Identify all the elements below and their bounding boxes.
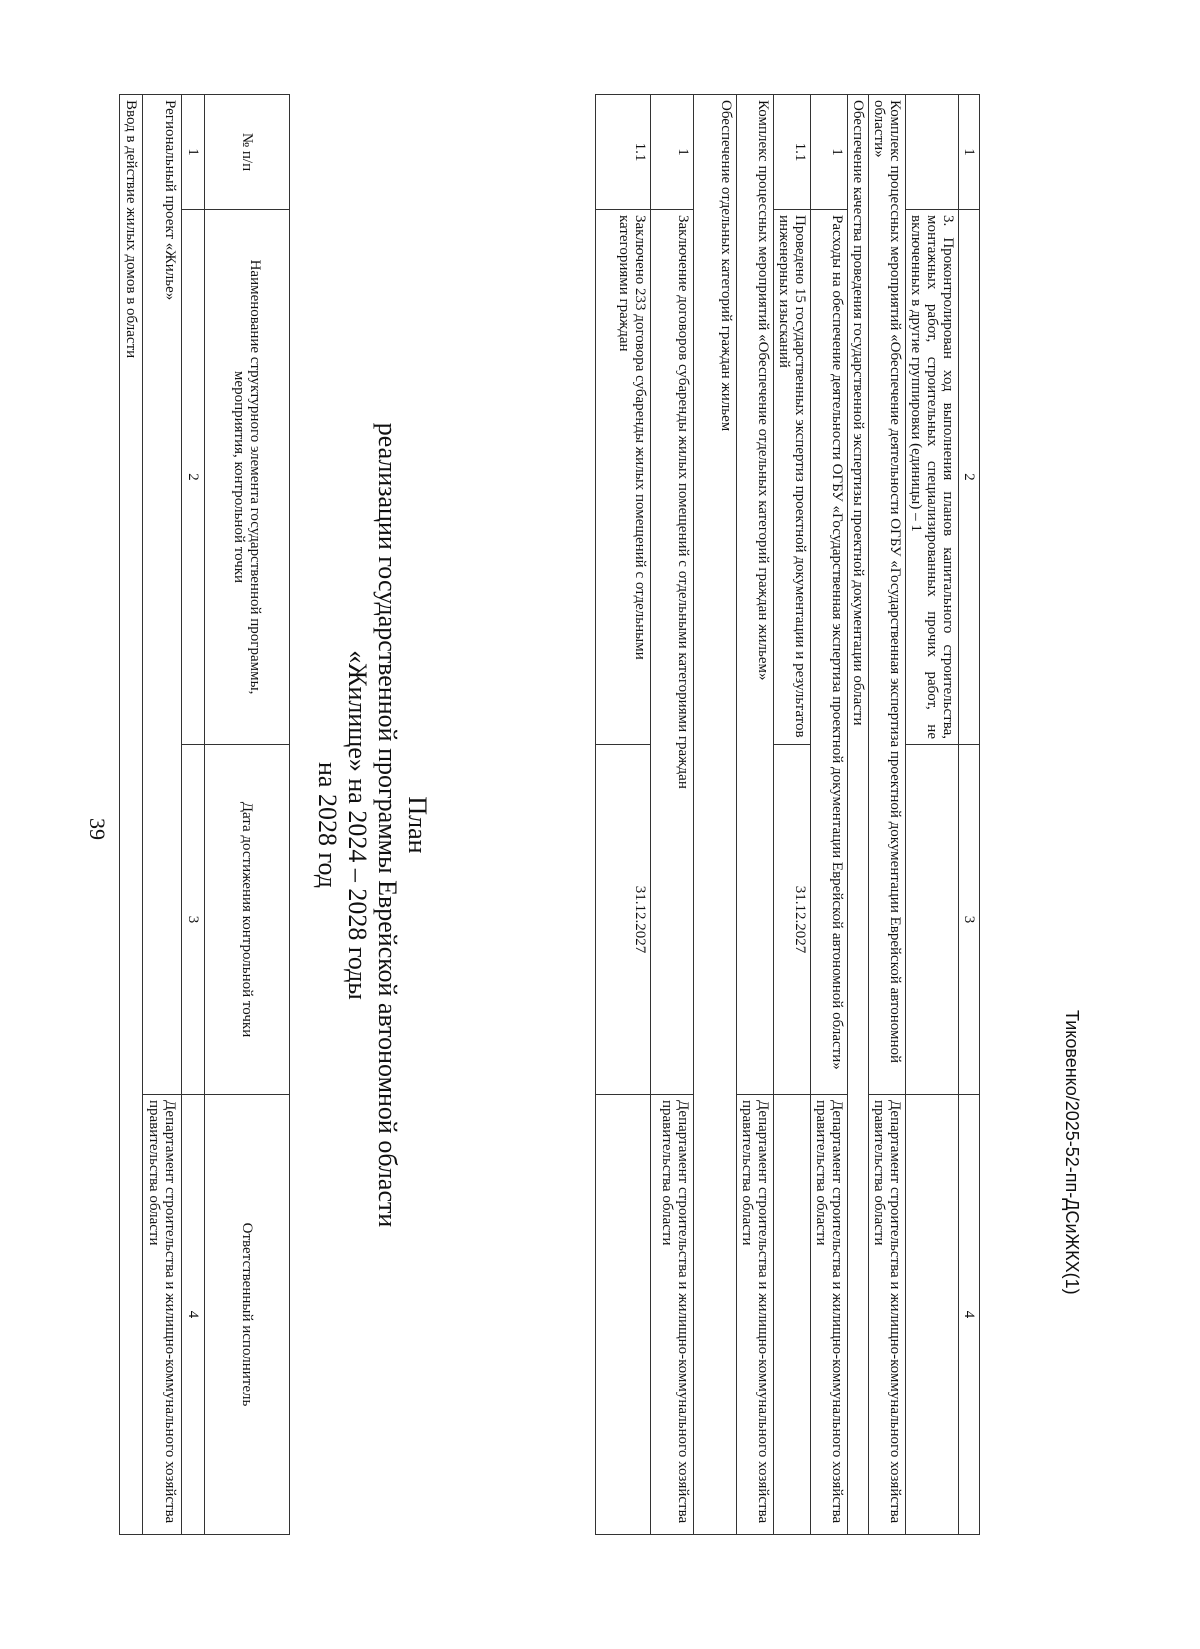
column-number: 1 xyxy=(959,95,980,210)
responsible-executor: Департамент строительства и жилищно-коммунального хозяйства правительства области xyxy=(737,1095,774,1535)
table-row xyxy=(811,95,848,1535)
page-number: 39 xyxy=(85,818,110,840)
footer-code: Тиковенко/2025-52-пп-ДСиЖКХ(1) xyxy=(1062,1010,1082,1295)
control-point-name: 3. Проконтролирован ход выполнения планов капитального строительства, монтажных работ, строительных специализированных прочих работ, не включенных в другие группировки (единицы) – 1 xyxy=(906,210,959,745)
column-number: 4 xyxy=(182,1095,205,1535)
column-number: 1 xyxy=(182,95,205,210)
header-date: Дата достижения контрольной точки xyxy=(205,745,290,1095)
task-title: Ввод в действие жилых домов в области xyxy=(120,95,143,1535)
header-number: № п/п xyxy=(205,95,290,210)
control-point-name: Проведено 15 государственных экспертиз проектной документации и результатов инженерных изысканий xyxy=(774,210,811,745)
row-number: 1.1 xyxy=(774,95,811,210)
column-number: 3 xyxy=(182,745,205,1095)
responsible-executor xyxy=(906,1095,959,1535)
responsible-executor: Департамент строительства и жилищно-коммунального хозяйства правительства области xyxy=(143,1095,182,1535)
measure-name: Расходы на обеспечение деятельности ОГБУ «Государственная экспертиза проектной документации Еврейской автономной области» xyxy=(811,210,848,1095)
table-row xyxy=(596,95,651,1535)
column-number: 4 xyxy=(959,1095,980,1535)
table-header-row xyxy=(205,95,290,1535)
control-point-date: 31.12.2027 xyxy=(596,745,651,1095)
table-row xyxy=(651,95,694,1535)
row-number: 1 xyxy=(811,95,848,210)
table-row xyxy=(848,95,869,1535)
control-point-date: 31.12.2027 xyxy=(774,745,811,1095)
responsible-executor xyxy=(774,1095,811,1535)
responsible-executor: Департамент строительства и жилищно-коммунального хозяйства правительства области xyxy=(811,1095,848,1535)
responsible-executor xyxy=(596,1095,651,1535)
table-row xyxy=(774,95,811,1535)
table-row xyxy=(182,95,205,1535)
table-row xyxy=(737,95,774,1535)
table-row xyxy=(869,95,906,1535)
measure-name: Заключение договоров субаренды жилых помещений с отдельными категориями граждан xyxy=(651,210,694,1095)
table-row xyxy=(906,95,959,1535)
responsible-executor: Департамент строительства и жилищно-коммунального хозяйства правительства области xyxy=(869,1095,906,1535)
column-number: 3 xyxy=(959,745,980,1095)
control-point-date xyxy=(906,745,959,1095)
column-number: 2 xyxy=(959,210,980,745)
row-number xyxy=(906,95,959,210)
plan-program-name: «Жилище» на 2024 – 2028 годы xyxy=(343,650,372,1000)
process-complex-title: Комплекс процессных мероприятий «Обеспечение деятельности ОГБУ «Государственная экспертиза проектной документации Еврейской автономной области» xyxy=(869,95,906,1095)
regional-project-title: Региональный проект «Жилье» xyxy=(143,95,182,1095)
control-point-name: Заключено 233 договора субаренды жилых помещений с отдельными категориями граждан xyxy=(596,210,651,745)
process-complex-title: Комплекс процессных мероприятий «Обеспечение отдельных категорий граждан жильем» xyxy=(737,95,774,1095)
responsible-executor: Департамент строительства и жилищно-коммунального хозяйства правительства области xyxy=(651,1095,694,1535)
column-number: 2 xyxy=(182,210,205,745)
plan-table xyxy=(119,94,290,1535)
table-continuation xyxy=(595,94,980,1535)
row-number: 1.1 xyxy=(596,95,651,210)
table-row xyxy=(694,95,737,1535)
header-name: Наименование структурного элемента государственной программы, мероприятия, контрольной точки xyxy=(205,210,290,745)
plan-heading xyxy=(312,300,432,1350)
task-title: Обеспечение качества проведения государственной экспертизы проектной документации области xyxy=(848,95,869,1535)
header-responsible: Ответственный исполнитель xyxy=(205,1095,290,1535)
table-row xyxy=(959,95,980,1535)
row-number: 1 xyxy=(651,95,694,210)
plan-title: План xyxy=(403,796,432,854)
plan-subtitle: реализации государственной программы Еврейской автономной области xyxy=(373,422,402,1228)
table-row xyxy=(143,95,182,1535)
table-row xyxy=(120,95,143,1535)
task-title: Обеспечение отдельных категорий граждан жильем xyxy=(694,95,737,1535)
plan-year: на 2028 год xyxy=(313,762,342,888)
